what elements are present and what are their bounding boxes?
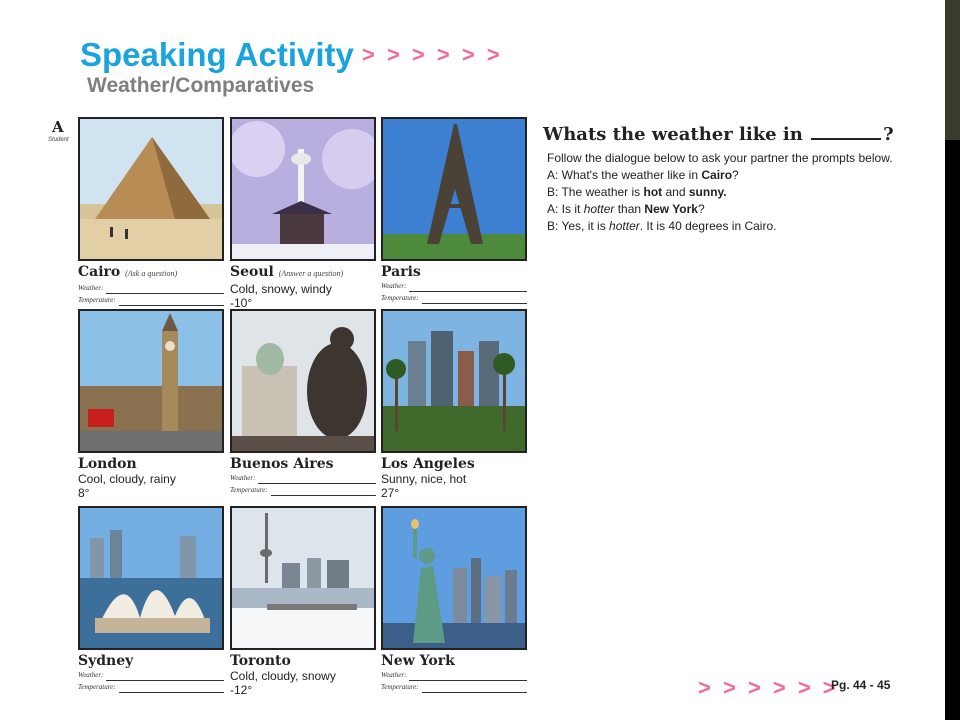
city-name: New York xyxy=(381,653,455,669)
city-name: Toronto xyxy=(230,653,291,669)
weather-value: Cold, snowy, windy xyxy=(230,282,332,296)
city-name: Sydney xyxy=(78,653,134,669)
dialogue-line-1: A: What's the weather like in Cairo? xyxy=(547,168,739,182)
city-name: London xyxy=(78,456,137,472)
weather-field[interactable]: Weather: xyxy=(381,280,527,292)
city-card-los-angeles xyxy=(381,309,527,500)
city-card-london xyxy=(78,309,224,500)
title-arrows: > > > > > > xyxy=(362,42,503,67)
instruction-text: Follow the dialogue below to ask your partner the prompts below. xyxy=(547,151,893,165)
weather-field[interactable]: Weather: xyxy=(230,472,376,484)
opera-house-photo xyxy=(78,506,224,650)
question-suffix: ? xyxy=(883,124,894,145)
footer-arrows: > > > > > > xyxy=(698,675,839,700)
cn-tower-photo xyxy=(230,506,376,650)
big-ben-photo xyxy=(78,309,224,453)
city-card-new-york xyxy=(381,506,527,693)
slide-subtitle: Weather/Comparatives xyxy=(87,74,315,97)
temperature-field[interactable]: Temperature: xyxy=(78,294,224,306)
dialogue-line-4: B: Yes, it is hotter. It is 40 degrees in Cairo. xyxy=(547,219,777,233)
palm-skyline-photo xyxy=(381,309,527,453)
dialogue-line-2: B: The weather is hot and sunny. xyxy=(547,185,727,199)
weather-field[interactable]: Weather: xyxy=(78,282,224,294)
city-name: Cairo xyxy=(78,264,121,280)
city-card-buenos-aires xyxy=(230,309,376,496)
temperature-field[interactable]: Temperature: xyxy=(381,681,527,693)
student-letter: A xyxy=(52,118,64,136)
right-edge-accent xyxy=(945,0,960,140)
question-heading xyxy=(543,124,894,145)
slide-title: Speaking Activity xyxy=(80,36,354,73)
dialogue-box xyxy=(547,150,893,235)
page-number: Pg. 44 - 45 xyxy=(831,678,891,692)
right-edge-bar xyxy=(945,0,960,720)
temperature-value: -10° xyxy=(230,296,253,310)
city-card-paris xyxy=(381,117,527,304)
eiffel-tower-photo xyxy=(381,117,527,261)
city-name: Paris xyxy=(381,264,421,280)
temperature-field[interactable]: Temperature: xyxy=(381,292,527,304)
weather-value: Cold, cloudy, snowy xyxy=(230,669,336,683)
weather-field[interactable]: Weather: xyxy=(381,669,527,681)
city-name: Seoul xyxy=(230,264,274,280)
weather-value: Sunny, nice, hot xyxy=(381,472,467,486)
weather-value: Cool, cloudy, rainy xyxy=(78,472,176,486)
city-card-seoul xyxy=(230,117,376,310)
statue-of-liberty-photo xyxy=(381,506,527,650)
city-card-cairo xyxy=(78,117,224,306)
city-note: (Answer a question) xyxy=(278,269,344,278)
temperature-value: -12° xyxy=(230,683,253,697)
pyramid-photo xyxy=(78,117,224,261)
temperature-value: 27° xyxy=(381,486,400,500)
seoul-tower-photo xyxy=(230,117,376,261)
temperature-field[interactable]: Temperature: xyxy=(230,484,376,496)
weather-field[interactable]: Weather: xyxy=(78,669,224,681)
temperature-value: 8° xyxy=(78,486,90,500)
city-card-sydney xyxy=(78,506,224,693)
question-blank xyxy=(811,138,881,140)
question-prefix: Whats the weather like in xyxy=(543,124,803,145)
temperature-field[interactable]: Temperature: xyxy=(78,681,224,693)
city-note: (Ask a question) xyxy=(125,269,178,278)
city-name: Los Angeles xyxy=(381,456,475,472)
thinker-statue-photo xyxy=(230,309,376,453)
city-card-toronto xyxy=(230,506,376,697)
dialogue-line-3: A: Is it hotter than New York? xyxy=(547,202,705,216)
city-name: Buenos Aires xyxy=(230,456,334,472)
student-label: Student xyxy=(48,137,69,143)
